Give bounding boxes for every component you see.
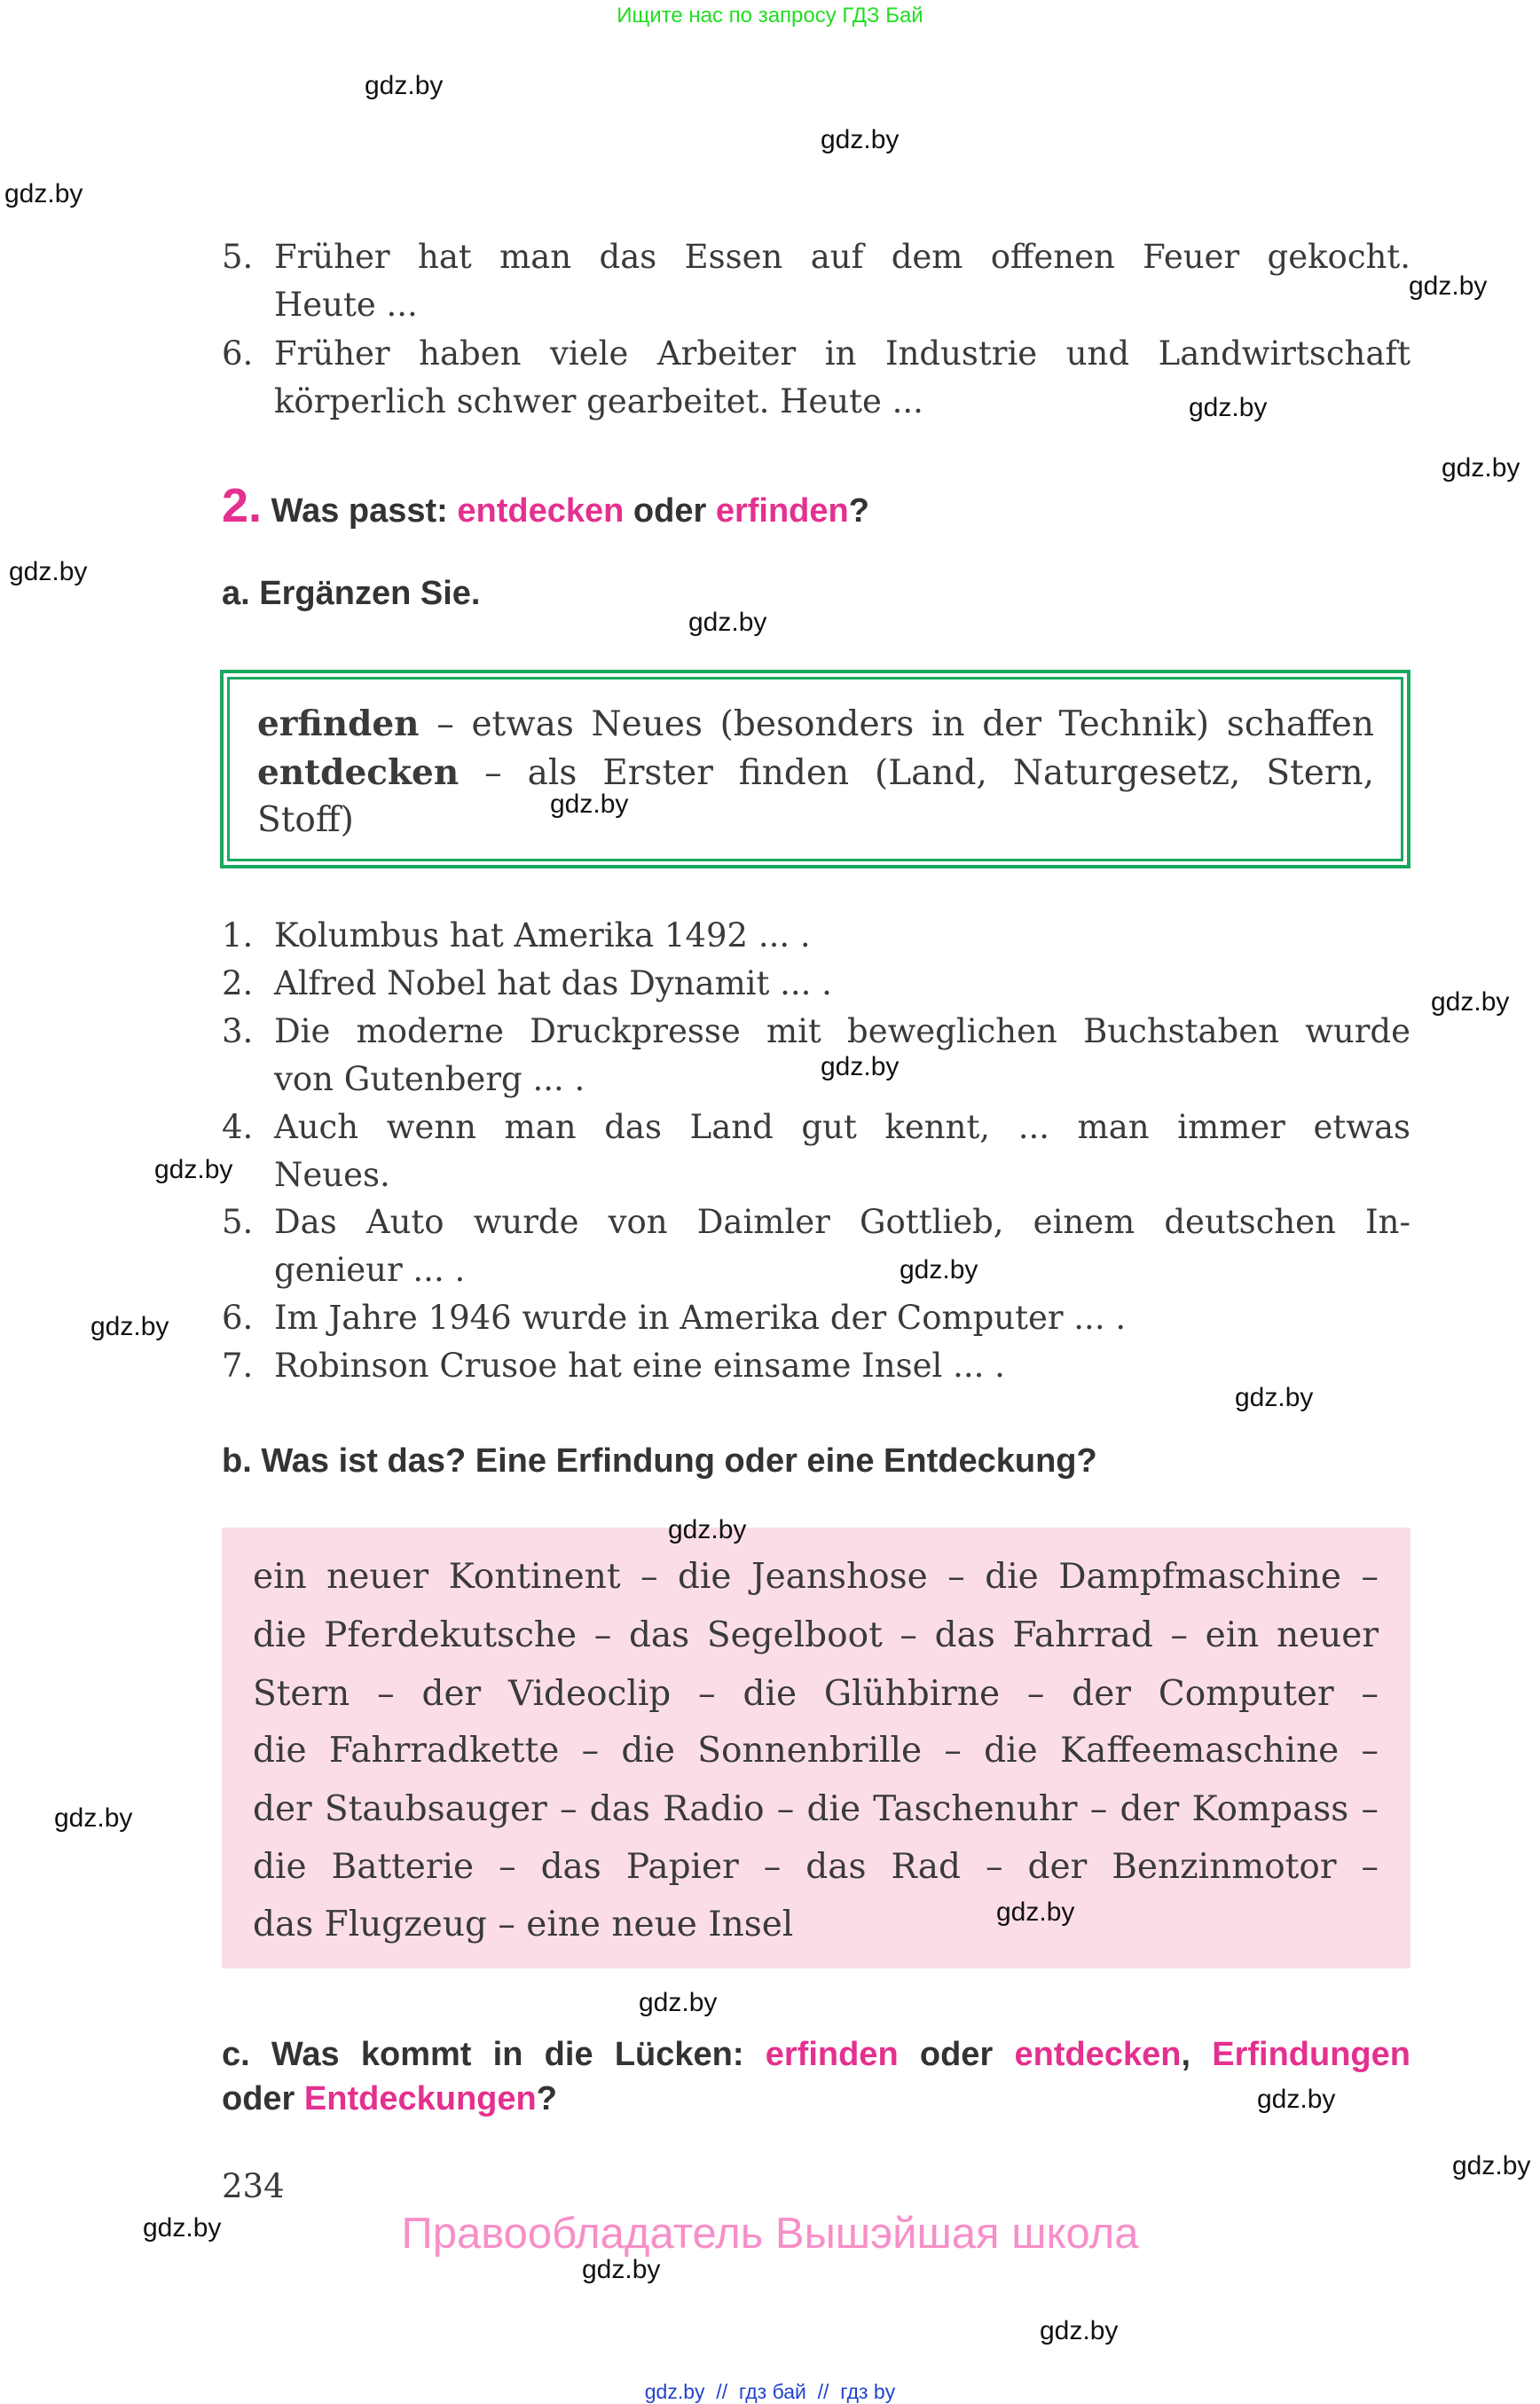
heading-text: c. Was kommt in die Lücken: [222,2036,766,2073]
watermark: gdz.by [1442,453,1520,483]
item-number: 5. [222,1203,254,1241]
item-number: 1. [222,916,254,955]
part-b-heading: b. Was ist das? Eine Erfindung oder eine Entdeckung? [222,1442,1097,1480]
page-number: 234 [222,2167,285,2205]
definition-entdecken [257,749,1374,797]
keyword-entdecken: entdecken [457,492,625,530]
item-number: 6. [222,334,254,373]
term: erfinden [257,703,420,744]
word-line: Stern – der Videoclip – die Glühbirne – der Computer – [253,1674,1379,1714]
watermark: gdz.by [688,608,767,637]
watermark: gdz.by [143,2213,222,2243]
word-line: die Batterie – das Papier – das Rad – der Benzinmotor – [253,1847,1379,1887]
watermark: gdz.by [821,1052,900,1081]
item-number: 7. [222,1347,254,1385]
part-a-heading: a. Ergänzen Sie. [222,575,481,612]
watermark: gdz.by [900,1255,978,1284]
item-number: 3. [222,1012,254,1050]
watermark: gdz.by [365,71,444,100]
title-part: oder [624,492,716,530]
item-number: 5. [222,238,254,276]
item-text: Das Auto wurde von Daimler Gottlieb, einem deutschen In- [274,1203,1410,1241]
heading-text: oder [898,2036,1015,2073]
heading-text: ? [536,2080,557,2117]
footer-links[interactable]: gdz.by // гдз бай // гдз by [644,2380,896,2403]
item-text: genieur ... . [274,1251,466,1289]
watermark: gdz.by [1235,1383,1314,1412]
word-line: das Flugzeug – eine neue Insel [253,1905,794,1944]
watermark: gdz.by [1452,2151,1531,2180]
watermark: gdz.by [582,2255,661,2284]
watermark: gdz.by [668,1515,747,1544]
keyword-erfinden: erfinden [715,492,849,530]
watermark: gdz.by [821,125,900,154]
watermark: gdz.by [4,179,83,208]
item-text: Die moderne Druckpresse mit beweglichen Buchstaben wurde [274,1012,1410,1050]
title-part: Was passt: [271,492,458,530]
definition-erfinden [257,700,1374,749]
item-number: 2. [222,964,254,1002]
definition-text: Stoff) [257,800,354,840]
item-text: Früher hat man das Essen auf dem offenen Feuer gekocht. [274,238,1410,276]
watermark: gdz.by [54,1803,133,1833]
item-text: Früher haben viele Arbeiter in Industrie und Landwirtschaft [274,334,1410,373]
watermark: gdz.by [996,1897,1075,1927]
item-number: 6. [222,1299,254,1337]
keyword: erfinden [765,2036,899,2073]
item-text: Auch wenn man das Land gut kennt, ... man immer etwas [274,1108,1410,1146]
watermark: gdz.by [1409,271,1488,301]
item-text: Heute ... [274,286,418,324]
item-text: Neues. [274,1156,390,1194]
item-text: von Gutenberg ... . [274,1060,585,1098]
item-text: Im Jahre 1946 wurde in Amerika der Computer ... . [274,1299,1127,1337]
watermark: gdz.by [154,1155,233,1184]
item-text: Robinson Crusoe hat eine einsame Insel ... . [274,1347,1005,1385]
watermark: gdz.by [90,1312,169,1341]
exercise-number: 2. [222,479,263,532]
word-line: die Fahrradkette – die Sonnenbrille – die Kaffeemaschine – [253,1731,1379,1771]
watermark: gdz.by [1040,2316,1119,2345]
definition-text: – als Erster finden (Land, Naturgesetz, Stern, [459,753,1374,793]
item-text: Kolumbus hat Amerika 1492 ... . [274,916,811,955]
item-text: körperlich schwer gearbeitet. Heute ... [274,382,923,420]
word-line: die Pferdekutsche – das Segelboot – das Fahrrad – ein neuer [253,1615,1379,1655]
exercise2-title [222,479,869,533]
item-number: 4. [222,1108,254,1146]
watermark: gdz.by [1431,987,1510,1017]
watermark: gdz.by [550,790,629,819]
watermark: gdz.by [9,557,88,586]
watermark: gdz.by [639,1988,718,2017]
word-line: ein neuer Kontinent – die Jeanshose – die Dampfmaschine – [253,1557,1379,1597]
definition-text: – etwas Neues (besonders in der Technik) schaffen [419,704,1374,744]
term: entdecken [257,752,460,793]
watermark: gdz.by [1189,393,1268,422]
keyword: Erfindungen [1212,2036,1410,2073]
watermark: gdz.by [1257,2085,1336,2114]
keyword: entdecken [1014,2036,1182,2073]
word-line: der Staubsauger – das Radio – die Taschenuhr – der Kompass – [253,1789,1379,1829]
copyright-notice: Правообладатель Вышэйшая школа [401,2210,1139,2258]
top-banner[interactable]: Ищите нас по запросу ГДЗ Бай [617,4,923,27]
heading-text: , [1181,2036,1213,2073]
part-c-heading [222,2032,1410,2121]
heading-text: oder [222,2080,304,2117]
title-part: ? [848,492,869,530]
definition-continued [257,797,1374,845]
item-text: Alfred Nobel hat das Dynamit ... . [274,964,832,1002]
keyword: Entdeckungen [303,2080,537,2117]
